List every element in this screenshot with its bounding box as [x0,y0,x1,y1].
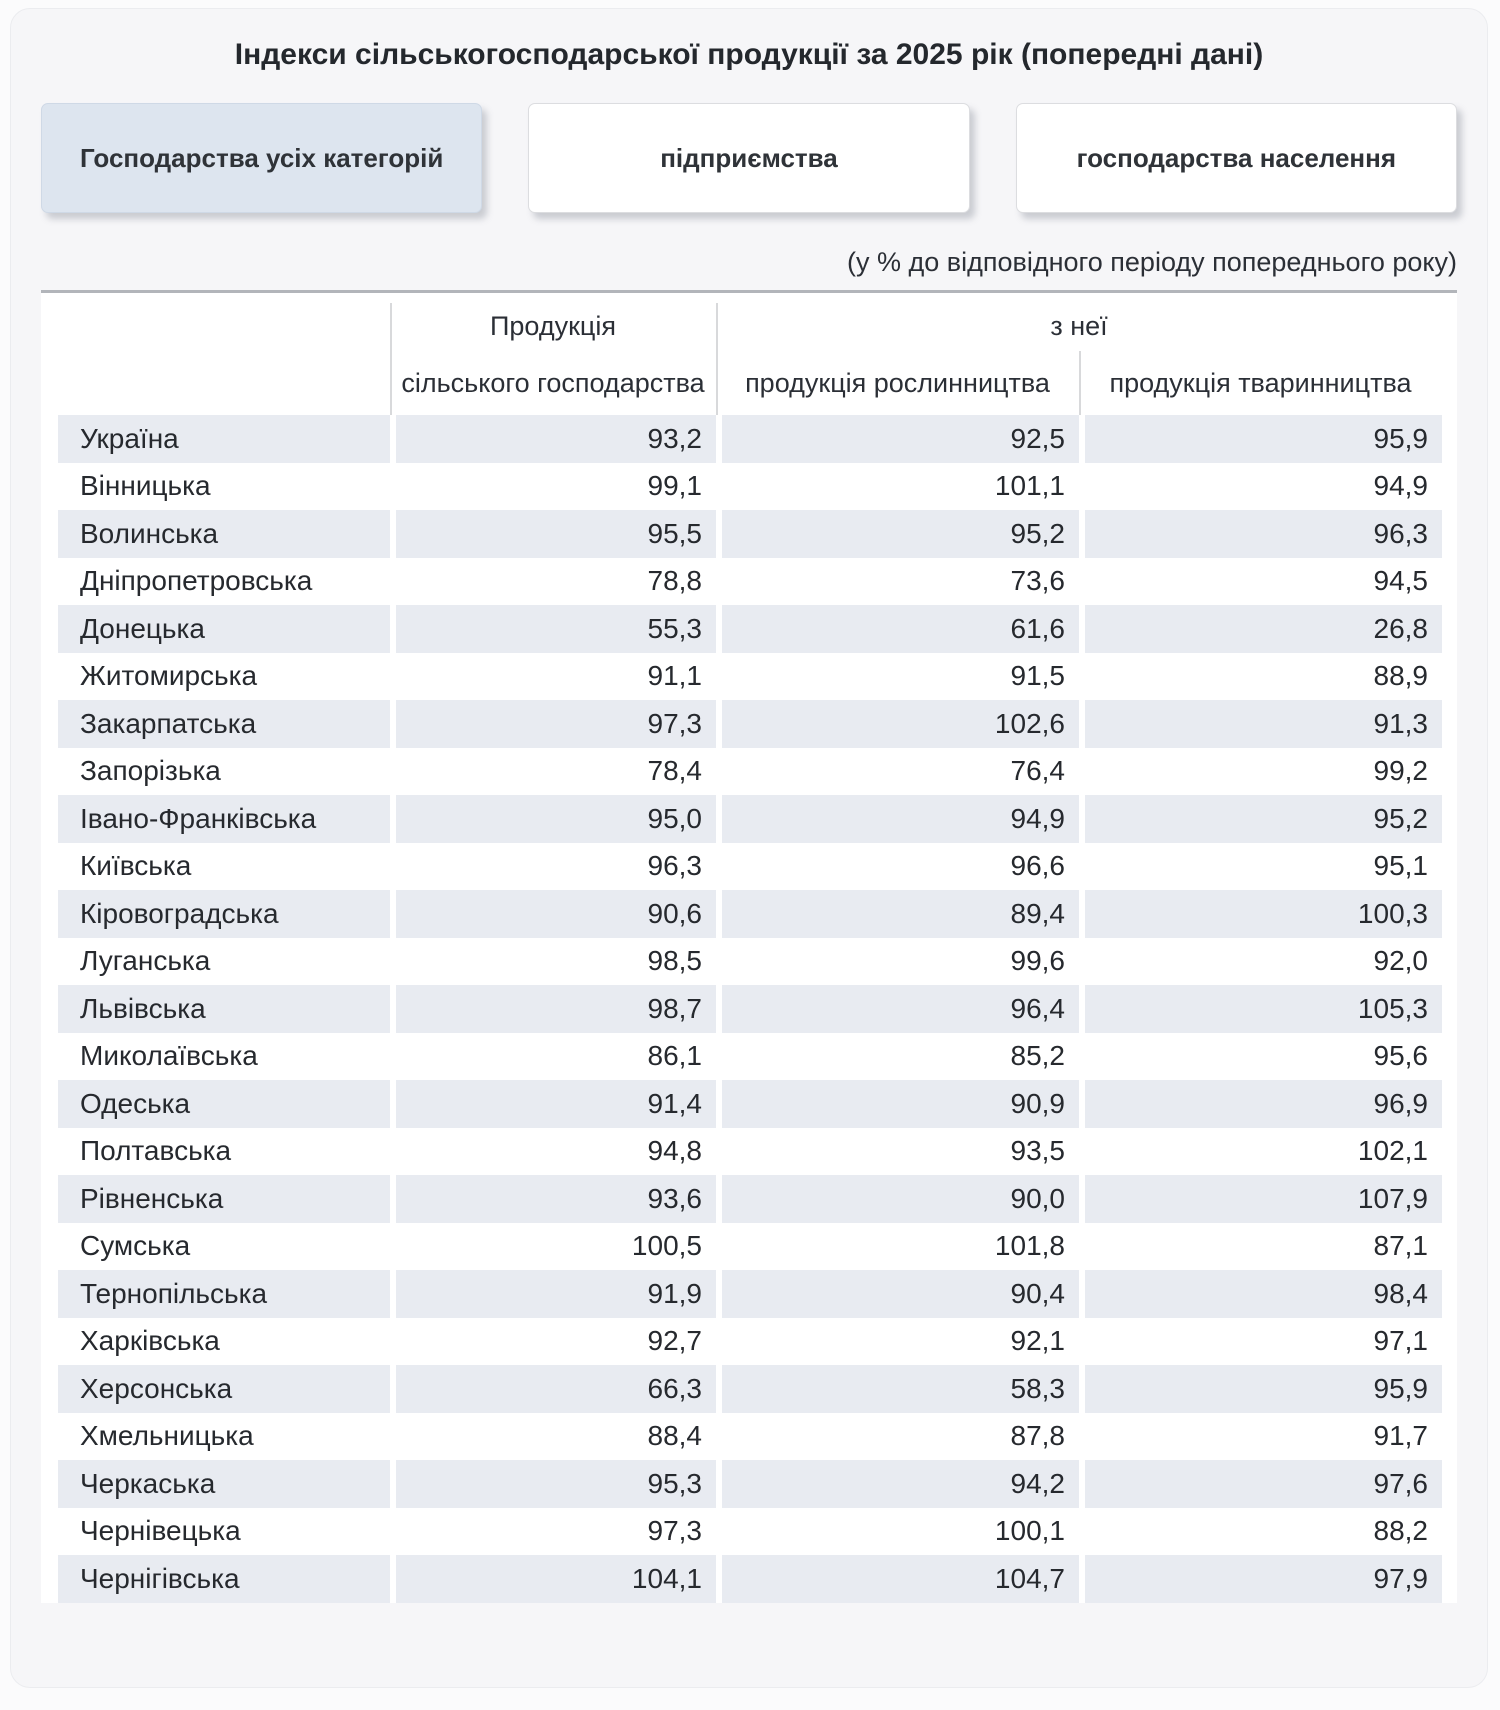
table-row [58,1033,1442,1081]
table-row [58,1175,1442,1223]
crop-index-cell: 96,4 [716,985,1079,1033]
region-cell: Дніпропетровська [80,565,313,597]
total-index-cell: 90,6 [390,890,716,938]
livestock-index-cell: 95,6 [1079,1033,1442,1081]
total-index-cell: 91,4 [390,1080,716,1128]
crop-index-cell: 76,4 [716,748,1079,796]
crop-index-cell: 92,5 [716,415,1079,463]
region-cell: Волинська [80,517,219,549]
region-cell: Полтавська [80,1135,232,1167]
crop-index-cell: 96,6 [716,843,1079,891]
total-index-cell: 98,7 [390,985,716,1033]
tab-all-categories[interactable]: Господарства усіх категорій [41,103,482,213]
table-row [58,1080,1442,1128]
table-row [58,748,1442,796]
region-cell: Луганська [80,945,211,977]
total-index-cell: 104,1 [390,1555,716,1603]
total-index-cell: 99,1 [390,463,716,511]
table-row [58,938,1442,986]
total-index-cell: 91,1 [390,653,716,701]
table-row [58,795,1442,843]
crop-index-cell: 94,9 [716,795,1079,843]
indices-table [41,293,1457,1603]
table-header [58,293,1442,415]
region-cell: Україна [80,422,179,454]
total-index-cell: 97,3 [390,1508,716,1556]
page-title: Індекси сільськогосподарської продукції за 2025 рік (попередні дані) [234,38,1264,71]
livestock-index-cell: 96,9 [1079,1080,1442,1128]
col-group-header: з неї [1050,310,1108,341]
total-index-cell: 91,9 [390,1270,716,1318]
table-body [58,415,1442,1603]
total-index-cell: 93,6 [390,1175,716,1223]
table-row [58,843,1442,891]
region-cell: Одеська [80,1087,191,1119]
tab-households[interactable]: господарства населення [1016,103,1457,213]
total-index-cell: 55,3 [390,605,716,653]
table-row [58,1365,1442,1413]
col-header-livestock: продукція тваринництва [1109,367,1412,398]
livestock-index-cell: 102,1 [1079,1128,1442,1176]
report-card [10,8,1488,1688]
livestock-index-cell: 26,8 [1079,605,1442,653]
livestock-index-cell: 88,9 [1079,653,1442,701]
table-row [58,985,1442,1033]
table-row [58,1270,1442,1318]
table-row [58,1223,1442,1271]
crop-index-cell: 87,8 [716,1413,1079,1461]
total-index-cell: 95,3 [390,1460,716,1508]
livestock-index-cell: 91,3 [1079,700,1442,748]
region-cell: Донецька [80,612,205,644]
livestock-index-cell: 105,3 [1079,985,1442,1033]
region-cell: Житомирська [80,660,258,692]
livestock-index-cell: 100,3 [1079,890,1442,938]
table-row [58,1413,1442,1461]
livestock-index-cell: 88,2 [1079,1508,1442,1556]
livestock-index-cell: 107,9 [1079,1175,1442,1223]
crop-index-cell: 104,7 [716,1555,1079,1603]
crop-index-cell: 89,4 [716,890,1079,938]
livestock-index-cell: 97,6 [1079,1460,1442,1508]
region-cell: Херсонська [80,1372,233,1404]
crop-index-cell: 95,2 [716,510,1079,558]
category-tabs [41,103,1457,213]
table-row [58,1128,1442,1176]
crop-index-cell: 90,9 [716,1080,1079,1128]
total-index-cell: 100,5 [390,1223,716,1271]
table-row [58,1460,1442,1508]
region-cell: Чернігівська [80,1562,240,1594]
region-cell: Закарпатська [80,707,257,739]
region-cell: Львівська [80,992,206,1024]
livestock-index-cell: 96,3 [1079,510,1442,558]
col-header-agri-line1: Продукція [490,310,616,341]
crop-index-cell: 92,1 [716,1318,1079,1366]
livestock-index-cell: 95,2 [1079,795,1442,843]
crop-index-cell: 61,6 [716,605,1079,653]
crop-index-cell: 85,2 [716,1033,1079,1081]
livestock-index-cell: 97,1 [1079,1318,1442,1366]
region-cell: Івано-Франківська [80,802,317,834]
region-cell: Рівненська [80,1182,224,1214]
region-cell: Запорізька [80,755,221,787]
total-index-cell: 78,8 [390,558,716,606]
livestock-index-cell: 97,9 [1079,1555,1442,1603]
table-row [58,1555,1442,1603]
livestock-index-cell: 95,1 [1079,843,1442,891]
tab-enterprises[interactable]: підприємства [528,103,969,213]
table-row [58,415,1442,463]
total-index-cell: 96,3 [390,843,716,891]
table-row [58,653,1442,701]
region-cell: Чернівецька [80,1515,241,1547]
total-index-cell: 95,0 [390,795,716,843]
crop-index-cell: 91,5 [716,653,1079,701]
region-cell: Кіровоградська [80,897,279,929]
livestock-index-cell: 95,9 [1079,1365,1442,1413]
total-index-cell: 93,2 [390,415,716,463]
livestock-index-cell: 98,4 [1079,1270,1442,1318]
crop-index-cell: 90,0 [716,1175,1079,1223]
crop-index-cell: 90,4 [716,1270,1079,1318]
region-cell: Черкаська [80,1467,216,1499]
crop-index-cell: 58,3 [716,1365,1079,1413]
total-index-cell: 66,3 [390,1365,716,1413]
crop-index-cell: 102,6 [716,700,1079,748]
total-index-cell: 95,5 [390,510,716,558]
livestock-index-cell: 99,2 [1079,748,1442,796]
crop-index-cell: 101,8 [716,1223,1079,1271]
table-row [58,890,1442,938]
livestock-index-cell: 92,0 [1079,938,1442,986]
region-cell: Тернопільська [80,1277,268,1309]
region-cell: Вінницька [80,470,211,502]
total-index-cell: 92,7 [390,1318,716,1366]
crop-index-cell: 94,2 [716,1460,1079,1508]
total-index-cell: 94,8 [390,1128,716,1176]
crop-index-cell: 93,5 [716,1128,1079,1176]
crop-index-cell: 100,1 [716,1508,1079,1556]
unit-note: (у % до відповідного періоду попереднього року) [846,247,1457,277]
col-header-agri-line2: сільського господарства [401,367,705,398]
total-index-cell: 88,4 [390,1413,716,1461]
region-cell: Хмельницька [80,1420,254,1452]
col-header-crop: продукція рослинництва [745,367,1050,398]
crop-index-cell: 101,1 [716,463,1079,511]
total-index-cell: 78,4 [390,748,716,796]
table-row [58,510,1442,558]
total-index-cell: 97,3 [390,700,716,748]
crop-index-cell: 73,6 [716,558,1079,606]
livestock-index-cell: 94,9 [1079,463,1442,511]
crop-index-cell: 99,6 [716,938,1079,986]
region-cell: Харківська [80,1325,220,1357]
table-row [58,1508,1442,1556]
table-row [58,700,1442,748]
livestock-index-cell: 95,9 [1079,415,1442,463]
region-cell: Сумська [80,1230,191,1262]
region-cell: Миколаївська [80,1040,258,1072]
region-cell: Київська [80,850,192,882]
table-row [58,1318,1442,1366]
livestock-index-cell: 91,7 [1079,1413,1442,1461]
livestock-index-cell: 94,5 [1079,558,1442,606]
table-row [58,558,1442,606]
livestock-index-cell: 87,1 [1079,1223,1442,1271]
table-row [58,463,1442,511]
table-row [58,605,1442,653]
total-index-cell: 86,1 [390,1033,716,1081]
total-index-cell: 98,5 [390,938,716,986]
